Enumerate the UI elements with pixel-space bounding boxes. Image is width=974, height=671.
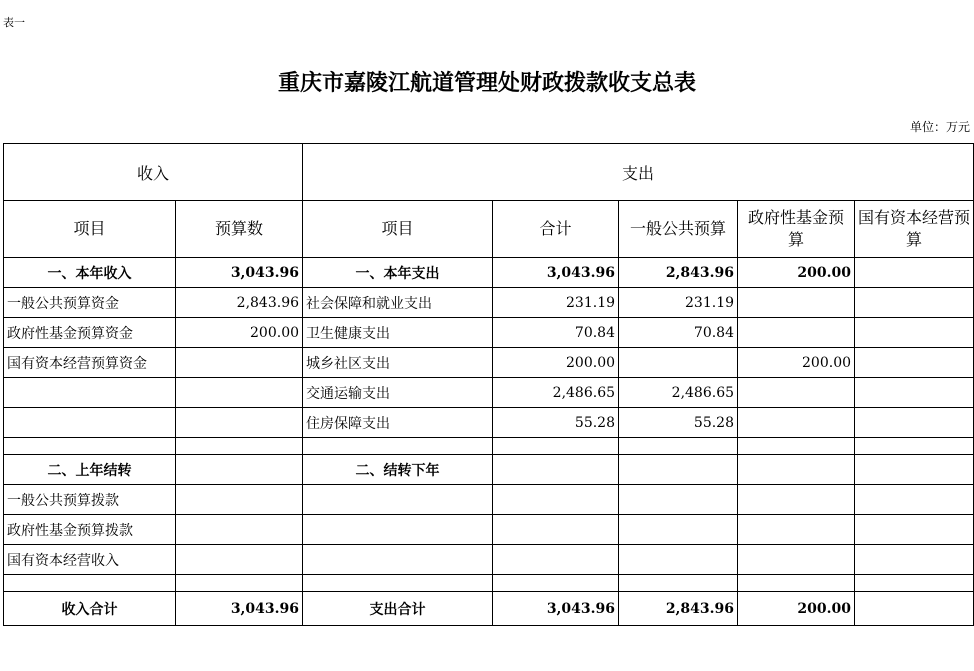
- gov-fund-cell: [738, 575, 855, 592]
- income-item-cell: [4, 408, 176, 438]
- expense-total-label: 支出合计: [303, 592, 493, 626]
- income-item-cell: [4, 575, 176, 592]
- gov-fund-cell: 200.00: [738, 592, 855, 626]
- table-row: [4, 348, 974, 378]
- general-budget-header: 一般公共预算: [619, 201, 738, 258]
- income-total-value: 3,043.96: [176, 592, 303, 626]
- gov-fund-cell: [738, 545, 855, 575]
- income-value-cell: [176, 438, 303, 455]
- state-capital-cell: [855, 592, 974, 626]
- income-item-cell: [4, 378, 176, 408]
- table-row: [4, 515, 974, 545]
- total-cell: [493, 515, 619, 545]
- gov-fund-cell: [738, 408, 855, 438]
- total-header: 合计: [493, 201, 619, 258]
- general-budget-cell: [619, 575, 738, 592]
- income-value-cell: 200.00: [176, 318, 303, 348]
- total-cell: 2,486.65: [493, 378, 619, 408]
- total-cell: [493, 455, 619, 485]
- general-budget-cell: 55.28: [619, 408, 738, 438]
- total-cell: 3,043.96: [493, 258, 619, 288]
- income-item-cell: 国有资本经营收入: [4, 545, 176, 575]
- total-cell: [493, 438, 619, 455]
- expense-item-cell: 城乡社区支出: [303, 348, 493, 378]
- general-budget-cell: [619, 485, 738, 515]
- general-budget-cell: [619, 545, 738, 575]
- general-budget-cell: [619, 348, 738, 378]
- total-cell: 200.00: [493, 348, 619, 378]
- state-capital-cell: [855, 288, 974, 318]
- table-row: [4, 485, 974, 515]
- gov-fund-cell: [738, 438, 855, 455]
- general-budget-cell: 2,843.96: [619, 258, 738, 288]
- income-value-cell: [176, 348, 303, 378]
- income-item-cell: [4, 438, 176, 455]
- expense-item-cell: 二、结转下年: [303, 455, 493, 485]
- state-capital-cell: [855, 455, 974, 485]
- income-value-cell: 3,043.96: [176, 258, 303, 288]
- table-row: [4, 575, 974, 592]
- budget-summary-table: [3, 143, 974, 626]
- total-cell: 70.84: [493, 318, 619, 348]
- table-row: [4, 288, 974, 318]
- income-item-cell: 二、上年结转: [4, 455, 176, 485]
- general-budget-cell: [619, 515, 738, 545]
- income-value-cell: [176, 455, 303, 485]
- unit-label: 单位：万元: [909, 120, 970, 134]
- gov-fund-cell: [738, 515, 855, 545]
- state-capital-header: 国有资本经营预算: [855, 201, 974, 258]
- income-item-cell: 一般公共预算资金: [4, 288, 176, 318]
- expense-item-cell: [303, 575, 493, 592]
- income-value-cell: [176, 408, 303, 438]
- income-item-cell: 一般公共预算拨款: [4, 485, 176, 515]
- table-row: [4, 455, 974, 485]
- total-cell: [493, 545, 619, 575]
- income-value-cell: [176, 515, 303, 545]
- income-value-cell: [176, 545, 303, 575]
- table-row: [4, 545, 974, 575]
- state-capital-cell: [855, 438, 974, 455]
- general-budget-cell: [619, 438, 738, 455]
- table-tag: 表一: [3, 16, 25, 29]
- table-row: [4, 408, 974, 438]
- gov-fund-cell: [738, 318, 855, 348]
- expense-item-cell: 卫生健康支出: [303, 318, 493, 348]
- income-item-cell: 国有资本经营预算资金: [4, 348, 176, 378]
- expense-item-header: 项目: [303, 201, 493, 258]
- gov-fund-cell: [738, 485, 855, 515]
- total-cell: 231.19: [493, 288, 619, 318]
- income-value-cell: 2,843.96: [176, 288, 303, 318]
- state-capital-cell: [855, 575, 974, 592]
- total-row: [4, 592, 974, 626]
- table-row: [4, 258, 974, 288]
- total-cell: 55.28: [493, 408, 619, 438]
- expense-item-cell: [303, 485, 493, 515]
- gov-fund-cell: 200.00: [738, 348, 855, 378]
- state-capital-cell: [855, 485, 974, 515]
- gov-fund-cell: [738, 288, 855, 318]
- income-value-cell: [176, 378, 303, 408]
- gov-fund-cell: [738, 455, 855, 485]
- total-cell: [493, 485, 619, 515]
- general-budget-cell: 231.19: [619, 288, 738, 318]
- expense-item-cell: [303, 438, 493, 455]
- total-cell: 3,043.96: [493, 592, 619, 626]
- total-cell: [493, 575, 619, 592]
- gov-fund-cell: [738, 378, 855, 408]
- expense-item-cell: 一、本年支出: [303, 258, 493, 288]
- gov-fund-header: 政府性基金预算: [738, 201, 855, 258]
- income-group-header: 收入: [4, 144, 303, 201]
- expense-item-cell: 住房保障支出: [303, 408, 493, 438]
- income-value-cell: [176, 575, 303, 592]
- income-total-label: 收入合计: [4, 592, 176, 626]
- income-item-cell: 政府性基金预算拨款: [4, 515, 176, 545]
- table-row: [4, 438, 974, 455]
- state-capital-cell: [855, 378, 974, 408]
- gov-fund-cell: 200.00: [738, 258, 855, 288]
- table-row: [4, 318, 974, 348]
- table-row: [4, 378, 974, 408]
- state-capital-cell: [855, 318, 974, 348]
- state-capital-cell: [855, 408, 974, 438]
- expense-item-cell: [303, 515, 493, 545]
- state-capital-cell: [855, 515, 974, 545]
- state-capital-cell: [855, 545, 974, 575]
- state-capital-cell: [855, 348, 974, 378]
- general-budget-cell: 2,486.65: [619, 378, 738, 408]
- expense-item-cell: [303, 545, 493, 575]
- income-item-header: 项目: [4, 201, 176, 258]
- expense-item-cell: 交通运输支出: [303, 378, 493, 408]
- income-item-cell: 政府性基金预算资金: [4, 318, 176, 348]
- general-budget-cell: 70.84: [619, 318, 738, 348]
- general-budget-cell: 2,843.96: [619, 592, 738, 626]
- page-title: 重庆市嘉陵江航道管理处财政拨款收支总表: [277, 70, 696, 96]
- general-budget-cell: [619, 455, 738, 485]
- income-item-cell: 一、本年收入: [4, 258, 176, 288]
- income-budget-header: 预算数: [176, 201, 303, 258]
- income-value-cell: [176, 485, 303, 515]
- expense-group-header: 支出: [303, 144, 974, 201]
- expense-item-cell: 社会保障和就业支出: [303, 288, 493, 318]
- state-capital-cell: [855, 258, 974, 288]
